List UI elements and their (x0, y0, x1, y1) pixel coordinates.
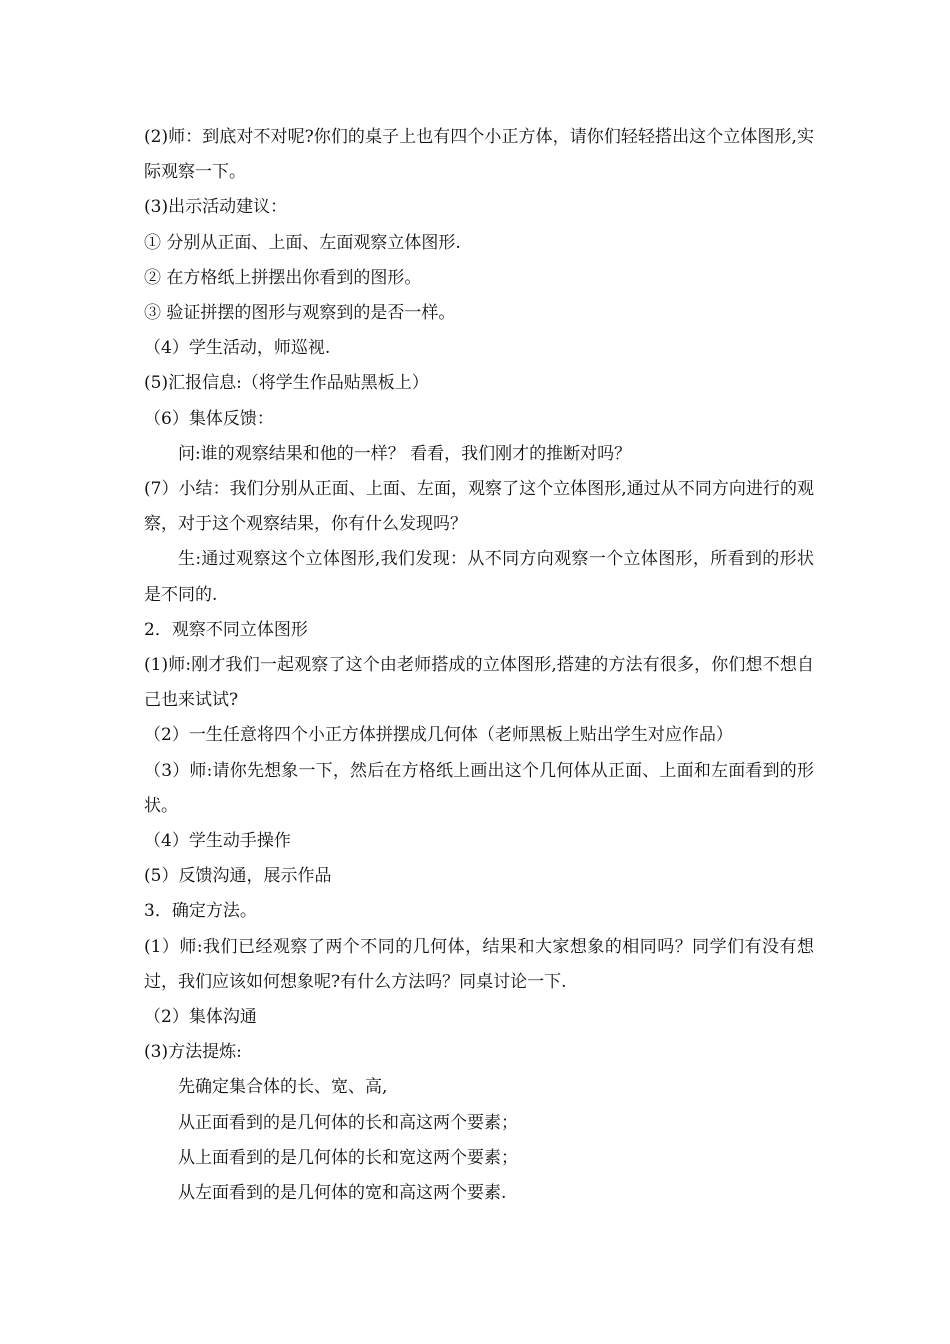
document-body (144, 120, 814, 1211)
paragraph: （4）学生活动，师巡视. (144, 338, 331, 359)
paragraph: 从正面看到的是几何体的长和高这两个要素； (178, 1112, 518, 1133)
paragraph: (1)师:刚才我们一起观察了这个由老师搭成的立体图形,搭建的方法有很多，你们想不想自己也来试试? (144, 655, 814, 711)
paragraph: （3）师:请你先想象一下，然后在方格纸上画出这个几何体从正面、上面和左面看到的形状。 (144, 760, 814, 816)
section-heading: 3．确定方法。 (144, 901, 257, 922)
paragraph: (1）师:我们已经观察了两个不同的几何体，结果和大家想象的相同吗？同学们有没有想过，我们应该如何想象呢?有什么方法吗？同桌讨论一下. (144, 936, 814, 992)
paragraph: （4）学生动手操作 (144, 831, 291, 852)
paragraph: (5)汇报信息:（将学生作品贴黑板上） (144, 373, 429, 394)
list-item: ③ 验证拼摆的图形与观察到的是否一样。 (144, 303, 456, 324)
paragraph: （2）一生任意将四个小正方体拼摆成几何体（老师黑板上贴出学生对应作品） (144, 725, 733, 746)
paragraph: 先确定集合体的长、宽、高, (178, 1077, 388, 1098)
paragraph: (3)方法提炼: (144, 1042, 242, 1063)
list-item: ② 在方格纸上拼摆出你看到的图形。 (144, 267, 422, 288)
section-heading: 2．观察不同立体图形 (144, 619, 308, 640)
paragraph: (3)出示活动建议： (144, 197, 288, 218)
paragraph: 生:通过观察这个立体图形,我们发现：从不同方向观察一个立体图形，所看到的形状是不同的. (144, 549, 814, 605)
paragraph: (5）反馈沟通，展示作品 (144, 866, 332, 887)
list-item: ① 分别从正面、上面、左面观察立体图形. (144, 232, 461, 253)
paragraph: （2）集体沟通 (144, 1007, 257, 1028)
paragraph: 问:谁的观察结果和他的一样？ 看看，我们刚才的推断对吗？ (178, 443, 632, 464)
paragraph: 从上面看到的是几何体的长和宽这两个要素； (178, 1147, 518, 1168)
paragraph: 从左面看到的是几何体的宽和高这两个要素. (178, 1183, 507, 1204)
paragraph: （6）集体反馈： (144, 408, 274, 429)
paragraph: (2)师：到底对不对呢?你们的桌子上也有四个小正方体，请你们轻轻搭出这个立体图形,实际观察一下。 (144, 127, 814, 183)
paragraph: (7）小结：我们分别从正面、上面、左面，观察了这个立体图形,通过从不同方向进行的观察，对于这个观察结果，你有什么发现吗？ (144, 479, 814, 535)
